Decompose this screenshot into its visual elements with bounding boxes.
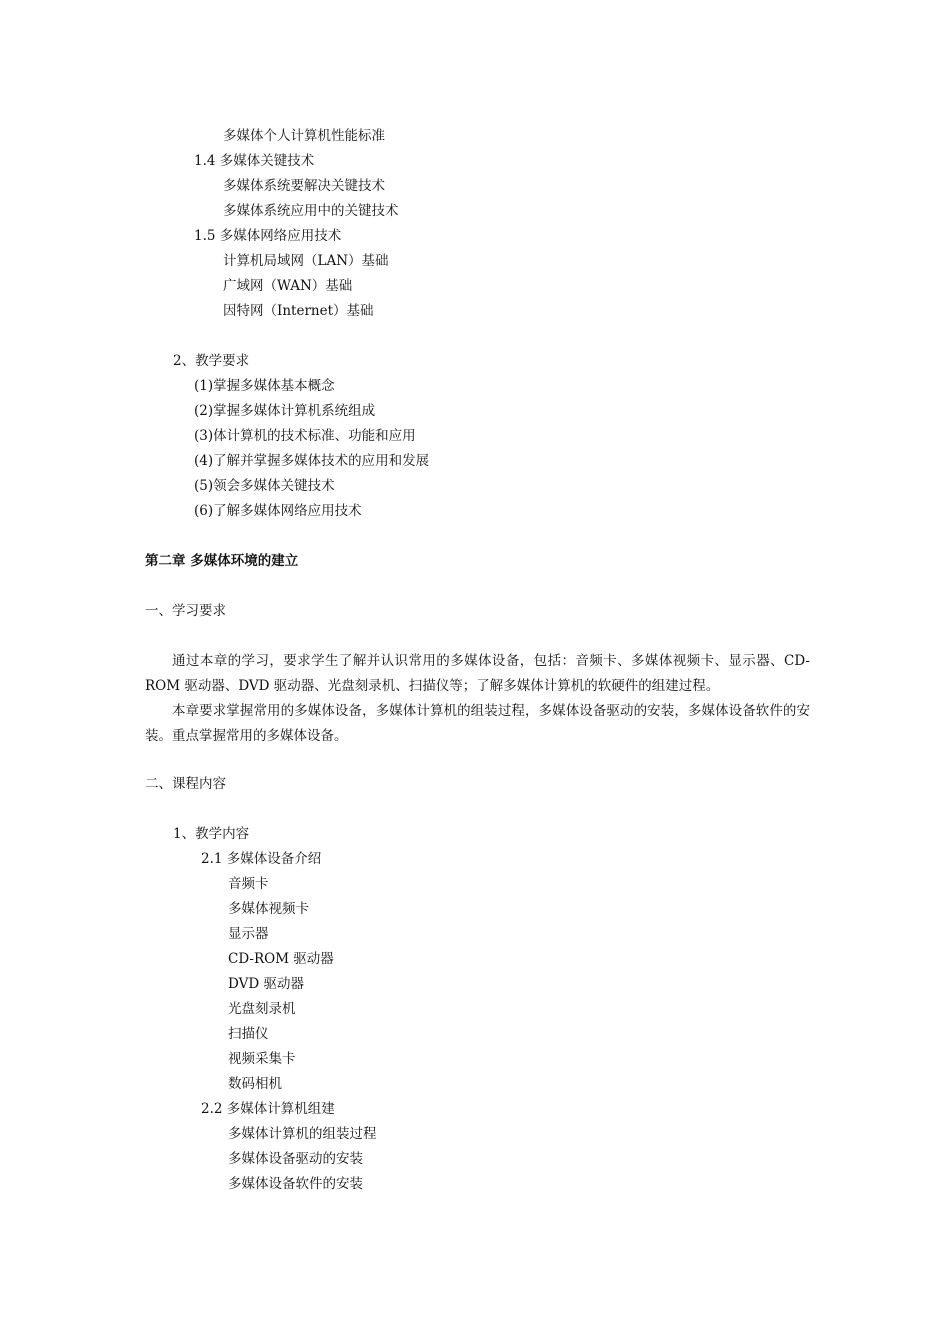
section-heading-2-1: 2.1 多媒体设备介绍	[201, 851, 322, 867]
list-item: 显示器	[228, 926, 269, 942]
study-requirements-heading: 一、学习要求	[145, 603, 226, 619]
list-item: 多媒体视频卡	[228, 901, 309, 917]
list-item: 视频采集卡	[228, 1051, 296, 1067]
list-item: 多媒体个人计算机性能标准	[223, 128, 385, 144]
list-item: 音频卡	[228, 876, 269, 892]
requirement-item: (6)了解多媒体网络应用技术	[194, 503, 362, 519]
list-item: 扫描仪	[228, 1026, 269, 1042]
list-item: 多媒体设备驱动的安装	[228, 1151, 363, 1167]
teaching-content-heading: 1、教学内容	[173, 826, 250, 842]
requirement-item: (1)掌握多媒体基本概念	[194, 378, 335, 394]
requirement-item: (4)了解并掌握多媒体技术的应用和发展	[194, 453, 430, 469]
paragraph-chapter-requirements: 本章要求掌握常用的多媒体设备，多媒体计算机的组装过程，多媒体设备驱动的安装，多媒体设备软件的安装。重点掌握常用的多媒体设备。	[145, 703, 810, 744]
list-item: DVD 驱动器	[228, 976, 304, 992]
list-item: CD-ROM 驱动器	[228, 951, 334, 967]
list-item: 光盘刻录机	[228, 1001, 296, 1017]
list-item: 广域网（WAN）基础	[223, 278, 353, 294]
list-item: 多媒体系统要解决关键技术	[223, 178, 385, 194]
course-content-heading: 二、课程内容	[145, 776, 226, 792]
chapter-title: 第二章 多媒体环境的建立	[145, 553, 299, 569]
list-item: 多媒体系统应用中的关键技术	[223, 203, 399, 219]
requirement-item: (2)掌握多媒体计算机系统组成	[194, 403, 376, 419]
requirement-item: (3)体计算机的技术标准、功能和应用	[194, 428, 416, 444]
list-item: 多媒体设备软件的安装	[228, 1176, 363, 1192]
teaching-requirements-heading: 2、教学要求	[173, 353, 250, 369]
list-item: 因特网（Internet）基础	[223, 303, 374, 319]
requirement-item: (5)领会多媒体关键技术	[194, 478, 335, 494]
paragraph-study-requirements: 通过本章的学习，要求学生了解并认识常用的多媒体设备，包括：音频卡、多媒体视频卡、显示器、CD-ROM 驱动器、DVD 驱动器、光盘刻录机、扫描仪等；了解多媒体计算机的软硬件的组建过程。	[145, 653, 810, 694]
list-item: 数码相机	[228, 1076, 282, 1092]
list-item: 多媒体计算机的组装过程	[228, 1126, 377, 1142]
section-heading-1-4: 1.4 多媒体关键技术	[194, 153, 315, 169]
section-heading-2-2: 2.2 多媒体计算机组建	[201, 1101, 335, 1117]
section-heading-1-5: 1.5 多媒体网络应用技术	[194, 228, 342, 244]
list-item: 计算机局域网（LAN）基础	[223, 253, 389, 269]
